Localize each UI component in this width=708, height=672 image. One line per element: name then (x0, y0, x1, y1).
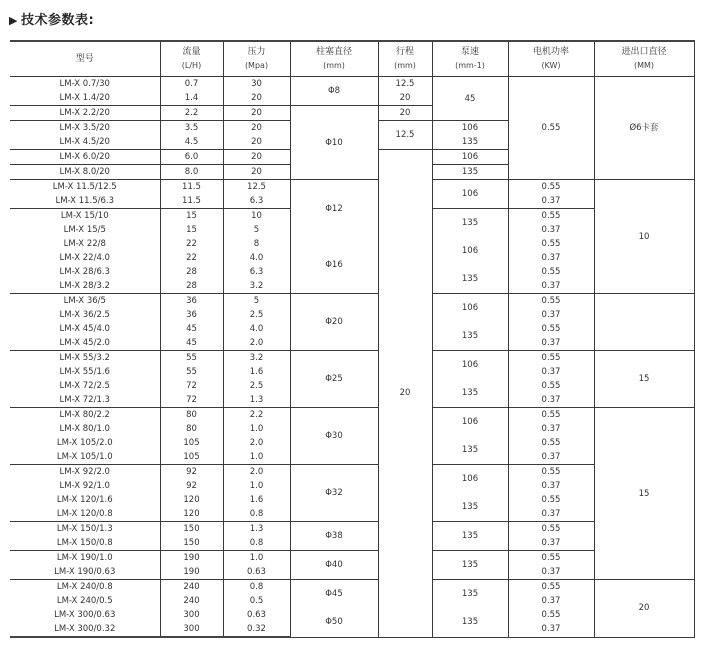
table-row (10, 465, 694, 480)
cell-speed: 106 (432, 121, 508, 136)
cell-pressure: 0.8 (223, 580, 290, 595)
cell-speed: 135 (432, 265, 508, 294)
header-pressure: 压力 (Mpa) (223, 41, 290, 77)
cell-pressure: 2.5 (223, 379, 290, 393)
cell-flow: 28 (160, 265, 223, 279)
table-row (10, 237, 694, 251)
cell-speed: 135 (432, 580, 508, 609)
cell-pressure: 5 (223, 294, 290, 309)
cell-model: LM-X 92/1.0 (10, 479, 160, 493)
cell-model: LM-X 3.5/20 (10, 121, 160, 136)
cell-speed: 135 (432, 551, 508, 580)
cell-model: LM-X 55/1.6 (10, 365, 160, 379)
cell-speed: 106 (432, 408, 508, 437)
cell-plunger: Φ25 (290, 351, 378, 408)
cell-power: 0.37 (508, 422, 594, 436)
cell-model: LM-X 150/1.3 (10, 522, 160, 537)
cell-flow: 36 (160, 308, 223, 322)
cell-model: LM-X 36/2.5 (10, 308, 160, 322)
cell-flow: 120 (160, 507, 223, 522)
cell-plunger: Φ40 (290, 551, 378, 580)
cell-power: 0.55 (508, 77, 594, 180)
cell-power: 0.55 (508, 265, 594, 279)
cell-flow: 190 (160, 565, 223, 580)
section-title (9, 9, 94, 28)
cell-model: LM-X 120/0.8 (10, 507, 160, 522)
header-flow: 流量 (L/H) (160, 41, 223, 77)
cell-power: 0.55 (508, 580, 594, 595)
cell-speed: 135 (432, 209, 508, 238)
cell-pressure: 0.63 (223, 608, 290, 622)
cell-flow: 105 (160, 436, 223, 450)
cell-power: 0.55 (508, 180, 594, 195)
table-row (10, 522, 694, 537)
cell-plunger: Φ10 (290, 106, 378, 180)
cell-port (594, 294, 694, 351)
cell-plunger: Φ8 (290, 77, 378, 106)
cell-power: 0.55 (508, 209, 594, 224)
cell-model: LM-X 11.5/12.5 (10, 180, 160, 195)
cell-speed: 106 (432, 150, 508, 165)
cell-model: LM-X 2.2/20 (10, 106, 160, 121)
header-motor-power: 电机功率 (KW) (508, 41, 594, 77)
cell-power: 0.55 (508, 322, 594, 336)
cell-pressure: 1.3 (223, 393, 290, 408)
cell-model: LM-X 15/10 (10, 209, 160, 224)
cell-pressure: 0.63 (223, 565, 290, 580)
cell-pressure: 2.2 (223, 408, 290, 423)
cell-flow: 22 (160, 251, 223, 265)
cell-flow: 45 (160, 322, 223, 336)
triangle-marker-icon: ▶ (9, 14, 18, 27)
cell-flow: 45 (160, 336, 223, 351)
cell-pressure: 0.32 (223, 622, 290, 637)
cell-power: 0.37 (508, 450, 594, 465)
table-row (10, 551, 694, 566)
table-row (10, 580, 694, 595)
cell-model: LM-X 190/1.0 (10, 551, 160, 566)
cell-model: LM-X 28/6.3 (10, 265, 160, 279)
cell-pressure: 0.5 (223, 594, 290, 608)
cell-model: LM-X 72/1.3 (10, 393, 160, 408)
cell-model: LM-X 6.0/20 (10, 150, 160, 165)
cell-plunger: Φ45 (290, 580, 378, 609)
cell-pressure: 1.0 (223, 551, 290, 566)
cell-pressure: 4.0 (223, 322, 290, 336)
cell-flow: 92 (160, 465, 223, 480)
cell-speed: 135 (432, 608, 508, 637)
cell-flow: 300 (160, 622, 223, 637)
cell-flow: 150 (160, 522, 223, 537)
cell-flow: 72 (160, 393, 223, 408)
cell-power: 0.55 (508, 237, 594, 251)
cell-port: 15 (594, 408, 694, 580)
cell-flow: 300 (160, 608, 223, 622)
cell-power: 0.37 (508, 565, 594, 580)
cell-stroke: 20 (378, 150, 432, 638)
table-row (10, 294, 694, 309)
cell-power: 0.55 (508, 493, 594, 507)
cell-power: 0.55 (508, 351, 594, 366)
cell-flow: 0.7 (160, 77, 223, 92)
cell-model: LM-X 80/2.2 (10, 408, 160, 423)
cell-stroke: 20 (378, 91, 432, 106)
cell-power: 0.55 (508, 551, 594, 566)
cell-power: 0.55 (508, 465, 594, 480)
cell-port: 10 (594, 180, 694, 294)
cell-speed: 45 (432, 77, 508, 121)
cell-flow: 11.5 (160, 180, 223, 195)
table-row (10, 77, 694, 92)
cell-speed: 135 (432, 522, 508, 551)
cell-pressure: 8 (223, 237, 290, 251)
cell-port: Ø6卡套 (594, 77, 694, 180)
cell-plunger: Φ32 (290, 465, 378, 522)
cell-flow: 55 (160, 351, 223, 366)
cell-flow: 4.5 (160, 135, 223, 150)
cell-pressure: 1.0 (223, 450, 290, 465)
cell-pressure: 1.6 (223, 365, 290, 379)
cell-model: LM-X 0.7/30 (10, 77, 160, 92)
cell-speed: 106 (432, 294, 508, 323)
header-plunger-diameter: 柱塞直径 (mm) (290, 41, 378, 77)
cell-speed: 135 (432, 322, 508, 351)
cell-power: 0.37 (508, 479, 594, 493)
cell-power: 0.37 (508, 336, 594, 351)
cell-pressure: 20 (223, 135, 290, 150)
cell-speed: 135 (432, 135, 508, 150)
cell-model: LM-X 8.0/20 (10, 165, 160, 180)
cell-flow: 15 (160, 223, 223, 237)
cell-speed: 135 (432, 493, 508, 522)
cell-power: 0.55 (508, 608, 594, 622)
cell-power: 0.37 (508, 536, 594, 551)
table-row (10, 408, 694, 423)
cell-power: 0.55 (508, 522, 594, 537)
cell-model: LM-X 15/5 (10, 223, 160, 237)
cell-plunger: Φ38 (290, 522, 378, 551)
cell-speed: 135 (432, 165, 508, 180)
cell-flow: 6.0 (160, 150, 223, 165)
cell-pressure: 2.5 (223, 308, 290, 322)
cell-model: LM-X 92/2.0 (10, 465, 160, 480)
header-stroke: 行程 (mm) (378, 41, 432, 77)
cell-speed: 106 (432, 351, 508, 380)
cell-power: 0.37 (508, 251, 594, 265)
cell-speed: 106 (432, 180, 508, 209)
cell-flow: 22 (160, 237, 223, 251)
cell-model: LM-X 300/0.63 (10, 608, 160, 622)
header-pump-speed: 泵速 (mm-1) (432, 41, 508, 77)
table-row (10, 180, 694, 195)
cell-pressure: 2.0 (223, 436, 290, 450)
cell-speed: 106 (432, 465, 508, 494)
cell-model: LM-X 240/0.5 (10, 594, 160, 608)
cell-pressure: 0.8 (223, 507, 290, 522)
cell-pressure: 30 (223, 77, 290, 92)
cell-pressure: 6.3 (223, 265, 290, 279)
cell-port: 20 (594, 580, 694, 638)
cell-flow: 105 (160, 450, 223, 465)
cell-model: LM-X 80/1.0 (10, 422, 160, 436)
cell-model: LM-X 105/2.0 (10, 436, 160, 450)
cell-model: LM-X 22/8 (10, 237, 160, 251)
cell-pressure: 20 (223, 91, 290, 106)
cell-port: 15 (594, 351, 694, 408)
cell-model: LM-X 105/1.0 (10, 450, 160, 465)
cell-flow: 55 (160, 365, 223, 379)
cell-pressure: 2.0 (223, 336, 290, 351)
cell-power: 0.55 (508, 408, 594, 423)
cell-pressure: 1.0 (223, 479, 290, 493)
cell-plunger: Φ30 (290, 408, 378, 465)
table-row (10, 351, 694, 366)
cell-power: 0.37 (508, 223, 594, 237)
cell-model: LM-X 4.5/20 (10, 135, 160, 150)
cell-model: LM-X 28/3.2 (10, 279, 160, 294)
section-title-text: 技术参数表: (20, 13, 95, 28)
cell-power: 0.37 (508, 393, 594, 408)
cell-power: 0.37 (508, 308, 594, 322)
cell-pressure: 0.8 (223, 536, 290, 551)
cell-power: 0.37 (508, 622, 594, 637)
cell-plunger: Φ16 (290, 237, 378, 294)
cell-model: LM-X 72/2.5 (10, 379, 160, 393)
cell-pressure: 2.0 (223, 465, 290, 480)
cell-flow: 2.2 (160, 106, 223, 121)
cell-model: LM-X 55/3.2 (10, 351, 160, 366)
cell-pressure: 1.6 (223, 493, 290, 507)
cell-flow: 80 (160, 422, 223, 436)
cell-plunger: Φ12 (290, 180, 378, 238)
cell-model: LM-X 45/2.0 (10, 336, 160, 351)
cell-flow: 8.0 (160, 165, 223, 180)
cell-flow: 3.5 (160, 121, 223, 136)
cell-power: 0.37 (508, 594, 594, 608)
cell-model: LM-X 22/4.0 (10, 251, 160, 265)
cell-pressure: 12.5 (223, 180, 290, 195)
cell-plunger: Φ50 (290, 608, 378, 637)
cell-stroke: 12.5 (378, 121, 432, 150)
cell-flow: 80 (160, 408, 223, 423)
cell-power: 0.37 (508, 279, 594, 294)
cell-flow: 36 (160, 294, 223, 309)
cell-pressure: 6.3 (223, 194, 290, 209)
cell-flow: 15 (160, 209, 223, 224)
cell-power: 0.37 (508, 507, 594, 522)
cell-pressure: 1.3 (223, 522, 290, 537)
cell-pressure: 1.0 (223, 422, 290, 436)
spec-table (10, 40, 695, 638)
cell-flow: 120 (160, 493, 223, 507)
cell-stroke: 20 (378, 106, 432, 121)
table-header-row (10, 41, 694, 77)
cell-flow: 72 (160, 379, 223, 393)
cell-model: LM-X 300/0.32 (10, 622, 160, 637)
cell-pressure: 20 (223, 106, 290, 121)
cell-flow: 28 (160, 279, 223, 294)
cell-flow: 92 (160, 479, 223, 493)
cell-flow: 11.5 (160, 194, 223, 209)
cell-speed: 135 (432, 379, 508, 408)
cell-plunger: Φ20 (290, 294, 378, 351)
header-port-diameter: 进出口直径 (MM) (594, 41, 694, 77)
cell-pressure: 20 (223, 165, 290, 180)
cell-power: 0.55 (508, 294, 594, 309)
cell-speed: 135 (432, 436, 508, 465)
cell-power: 0.37 (508, 194, 594, 209)
cell-power: 0.55 (508, 379, 594, 393)
cell-model: LM-X 190/0.63 (10, 565, 160, 580)
cell-power: 0.55 (508, 436, 594, 450)
cell-model: LM-X 240/0.8 (10, 580, 160, 595)
table-row (10, 608, 694, 622)
cell-flow: 240 (160, 580, 223, 595)
cell-pressure: 4.0 (223, 251, 290, 265)
cell-pressure: 20 (223, 121, 290, 136)
cell-pressure: 5 (223, 223, 290, 237)
cell-flow: 1.4 (160, 91, 223, 106)
cell-flow: 240 (160, 594, 223, 608)
cell-pressure: 3.2 (223, 351, 290, 366)
cell-model: LM-X 36/5 (10, 294, 160, 309)
cell-flow: 190 (160, 551, 223, 566)
cell-pressure: 10 (223, 209, 290, 224)
header-model: 型号 (10, 41, 160, 77)
cell-model: LM-X 120/1.6 (10, 493, 160, 507)
cell-flow: 150 (160, 536, 223, 551)
cell-model: LM-X 11.5/6.3 (10, 194, 160, 209)
cell-pressure: 20 (223, 150, 290, 165)
cell-model: LM-X 45/4.0 (10, 322, 160, 336)
cell-pressure: 3.2 (223, 279, 290, 294)
cell-power: 0.37 (508, 365, 594, 379)
cell-speed: 106 (432, 237, 508, 265)
cell-model: LM-X 150/0.8 (10, 536, 160, 551)
cell-model: LM-X 1.4/20 (10, 91, 160, 106)
cell-stroke: 12.5 (378, 77, 432, 92)
